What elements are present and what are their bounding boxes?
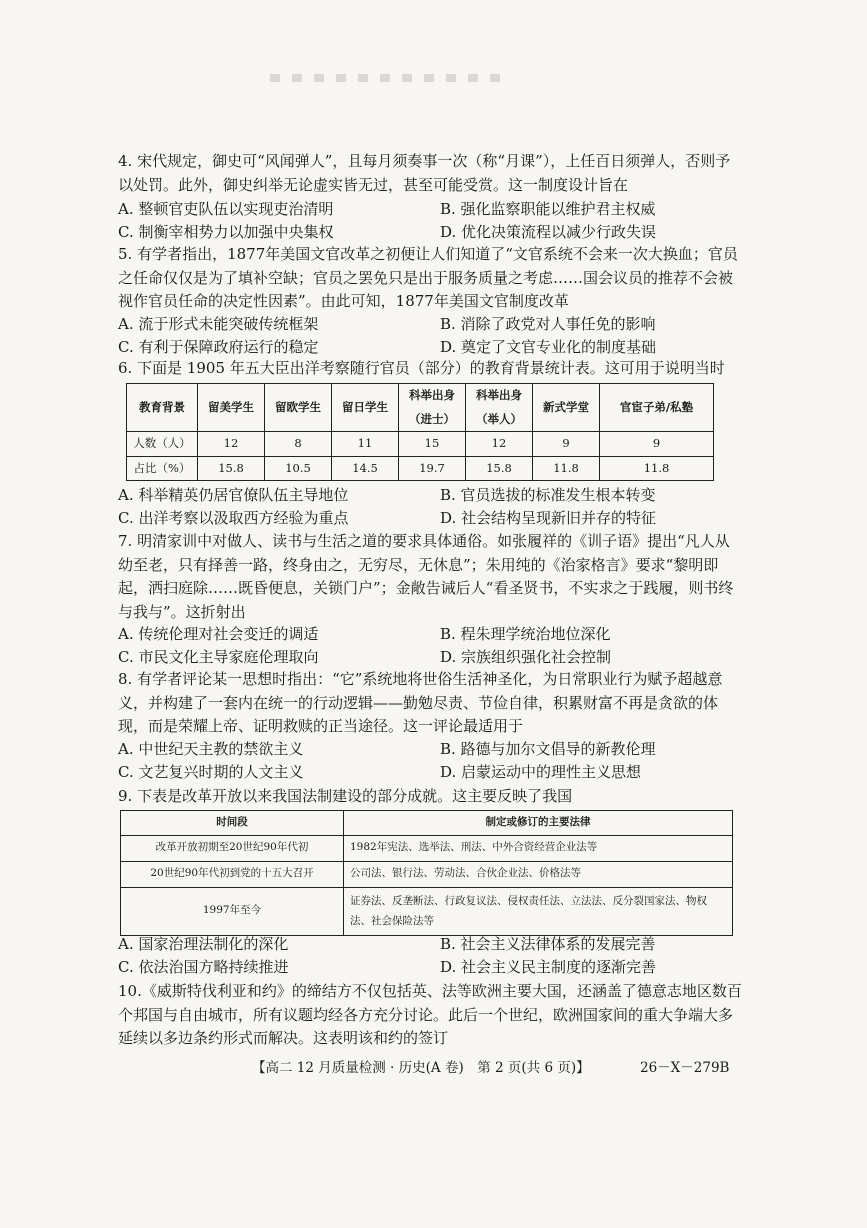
option-b[interactable]: B. 路德与加尔文倡导的新教伦理: [440, 740, 656, 758]
table-header-cell: 科举出身（举人）: [466, 384, 533, 432]
option-c[interactable]: C. 出洋考察以汲取西方经验为重点: [118, 509, 349, 527]
option-c[interactable]: C. 文艺复兴时期的人文主义: [118, 763, 304, 781]
table-cell: 15.8: [198, 456, 265, 481]
question-10: [118, 980, 743, 1051]
table-cell: 19.7: [399, 456, 466, 481]
option-a[interactable]: A. 整顿官吏队伍以实现吏治清明: [118, 200, 334, 218]
faded-header-marks: [270, 74, 510, 82]
table-cell: 人数（人）: [127, 432, 198, 457]
table-cell: 15: [399, 432, 466, 457]
option-a[interactable]: A. 流于形式未能突破传统框架: [118, 315, 319, 333]
table-header-cell: 时间段: [121, 811, 344, 836]
option-c[interactable]: C. 有利于保障政府运行的稳定: [118, 338, 319, 356]
question-8-text: 8. 有学者评论某一思想时指出：“它”系统地将世俗生活神圣化，为日常职业行为赋予超越意义，并构建了一套内在统一的行动逻辑——勤勉尽责、节俭自律，积累财富不再是贪欲的体现，而是荣耀上帝、证明救赎的正当途径。这一评论最适用于: [118, 670, 723, 735]
table-row: [121, 835, 733, 861]
table-cell: 1997年至今: [121, 887, 344, 935]
table-cell: 9: [533, 432, 600, 457]
option-b[interactable]: B. 官员选拔的标准发生根本转变: [440, 486, 656, 504]
option-c[interactable]: C. 依法治国方略持续推进: [118, 958, 289, 976]
option-a[interactable]: A. 中世纪天主教的禁欲主义: [118, 740, 304, 758]
table-header-cell: 新式学堂: [533, 384, 600, 432]
option-b[interactable]: B. 程朱理学统治地位深化: [440, 625, 611, 643]
table-cell: 11.8: [600, 456, 714, 481]
option-b[interactable]: B. 社会主义法律体系的发展完善: [440, 935, 656, 953]
option-b[interactable]: B. 消除了政党对人事任免的影响: [440, 315, 656, 333]
option-d[interactable]: D. 宗族组织强化社会控制: [440, 648, 612, 666]
table-cell: 15.8: [466, 456, 533, 481]
question-8: [118, 668, 743, 781]
table-cell: 12: [466, 432, 533, 457]
option-d[interactable]: D. 社会结构呈现新旧并存的特征: [440, 509, 657, 527]
table-cell: 8: [265, 432, 332, 457]
table-cell: 10.5: [265, 456, 332, 481]
table-header-row: [121, 811, 733, 836]
table-cell: 占比（%）: [127, 456, 198, 481]
table-cell: 公司法、银行法、劳动法、合伙企业法、价格法等: [344, 861, 733, 887]
table-cell: 11: [332, 432, 399, 457]
table-header-cell: 留美学生: [198, 384, 265, 432]
option-d[interactable]: D. 启蒙运动中的理性主义思想: [440, 763, 642, 781]
table-header-cell: 制定或修订的主要法律: [344, 811, 733, 836]
table-header-cell: 留欧学生: [265, 384, 332, 432]
table-cell: 11.8: [533, 456, 600, 481]
table-cell: 9: [600, 432, 714, 457]
table-row: [127, 432, 714, 457]
table-header-cell: 教育背景: [127, 384, 198, 432]
option-c[interactable]: C. 制衡宰相势力以加强中央集权: [118, 223, 334, 241]
question-4-text: 4. 宋代规定，御史可“风闻弹人”，且每月须奏事一次（称“月课”），上任百日须弹人，否则予以处罚。此外，御史纠举无论虚实皆无过，甚至可能受赏。这一制度设计旨在: [118, 152, 731, 194]
question-9-text: 9. 下表是改革开放以来我国法制建设的部分成就。这主要反映了我国: [118, 787, 573, 805]
question-6-text: 6. 下面是 1905 年五大臣出洋考察随行官员（部分）的教育背景统计表。这可用于说明当时: [118, 359, 725, 377]
question-10-text: 10.《威斯特伐利亚和约》的缔结方不仅包括英、法等欧洲主要大国，还涵盖了德意志地区数百个邦国与自由城市，所有议题均经各方充分讨论。此后一个世纪，欧洲国家间的重大争端大多延续以多边条约形式而解决。这表明该和约的签订: [118, 982, 742, 1047]
footer-title: 【高二 12 月质量检测 · 历史(A 卷) 第 2 页(共 6 页)】: [252, 1060, 590, 1076]
table-row: [121, 887, 733, 935]
question-5-text: 5. 有学者指出，1877年美国文官改革之初便让人们知道了“文官系统不会来一次大换血；官员之任命仅仅是为了填补空缺；官员之罢免只是出于服务质量之考虑……国会议员的推荐不会被视作官员任命的决定性因素”。由此可知，1877年美国文官制度改革: [118, 245, 738, 310]
question-9: [118, 785, 743, 976]
table-cell: 改革开放初期至20世纪90年代初: [121, 835, 344, 861]
question-4: [118, 150, 743, 241]
option-d[interactable]: D. 优化决策流程以减少行政失误: [440, 223, 657, 241]
table-cell: 12: [198, 432, 265, 457]
option-b[interactable]: B. 强化监察职能以维护君主权威: [440, 200, 656, 218]
question-6: [118, 357, 743, 527]
table-cell: 14.5: [332, 456, 399, 481]
table-header-cell: 留日学生: [332, 384, 399, 432]
question-7: [118, 530, 743, 666]
question-5: [118, 243, 743, 356]
table-cell: 20世纪90年代初到党的十五大召开: [121, 861, 344, 887]
table-cell: 证券法、反垄断法、行政复议法、侵权责任法、立法法、反分裂国家法、物权法、社会保险法等: [344, 887, 733, 935]
table-row: [121, 861, 733, 887]
table-header-cell: 科举出身（进士）: [399, 384, 466, 432]
footer-code: 26－X－279B: [640, 1060, 730, 1076]
question-7-text: 7. 明清家训中对做人、读书与生活之道的要求具体通俗。如张履祥的《训子语》提出“凡人从幼至老，只有择善一路，终身由之，无穷尽，无休息”；朱用纯的《治家格言》要求“黎明即起，洒扫庭除……既昏便息，关锁门户”；金敞告诫后人“看圣贤书，不实求之于践履，则书终与我与”。这折射出: [118, 532, 734, 621]
table-header-row: [127, 384, 714, 432]
option-c[interactable]: C. 市民文化主导家庭伦理取向: [118, 648, 319, 666]
law-table: [120, 810, 733, 936]
table-row: [127, 456, 714, 481]
education-table: [126, 383, 714, 481]
option-a[interactable]: A. 科举精英仍居官僚队伍主导地位: [118, 486, 349, 504]
table-header-cell: 官宦子弟/私塾: [600, 384, 714, 432]
option-a[interactable]: A. 国家治理法制化的深化: [118, 935, 289, 953]
option-a[interactable]: A. 传统伦理对社会变迁的调适: [118, 625, 319, 643]
option-d[interactable]: D. 奠定了文官专业化的制度基础: [440, 338, 657, 356]
table-cell: 1982年宪法、选举法、刑法、中外合资经营企业法等: [344, 835, 733, 861]
option-d[interactable]: D. 社会主义民主制度的逐渐完善: [440, 958, 657, 976]
